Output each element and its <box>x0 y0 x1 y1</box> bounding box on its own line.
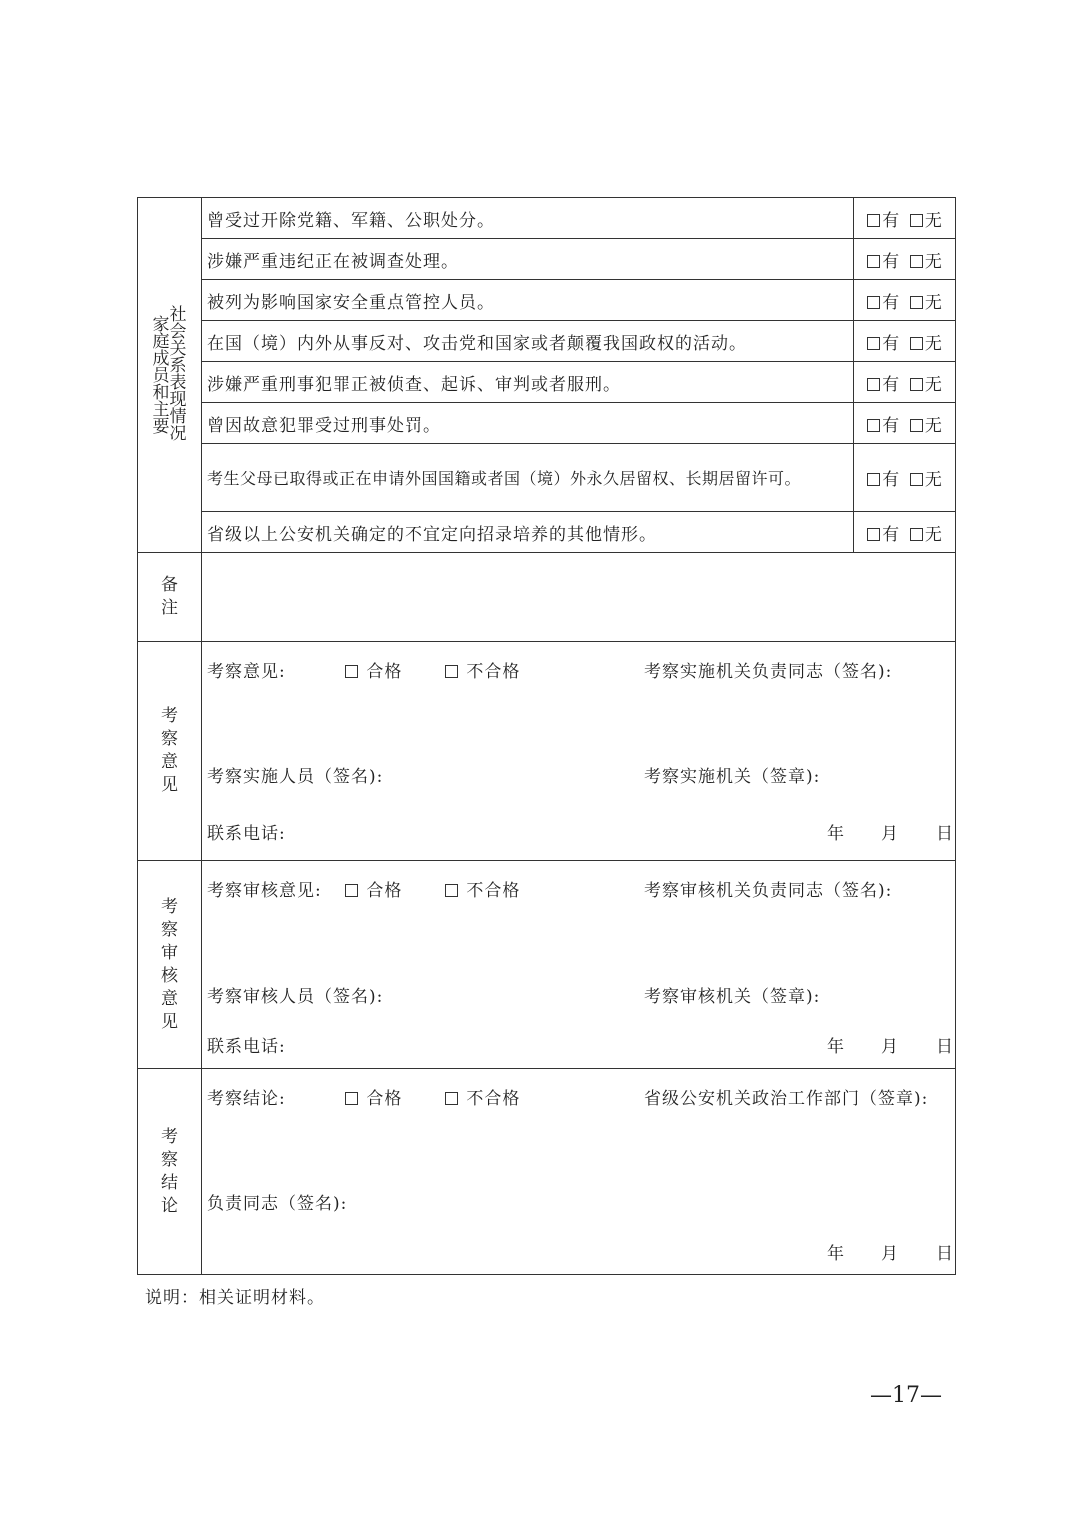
yes-no-choice: 有 无 <box>854 198 956 239</box>
yes-no-choice: 有 无 <box>854 280 956 321</box>
condition-text: 被列为影响国家安全重点管控人员。 <box>202 280 854 321</box>
condition-text: 省级以上公安机关确定的不宜定向招录培养的其他情形。 <box>202 512 854 553</box>
no-checkbox[interactable] <box>910 378 923 391</box>
date-year: 年 <box>827 1037 845 1057</box>
fail-option[interactable]: 不合格 <box>445 876 520 901</box>
opinion-label: 考察意见: <box>207 662 286 682</box>
fail-option[interactable]: 不合格 <box>445 657 520 682</box>
inspection-opinion-field <box>202 642 956 861</box>
pass-option[interactable]: 合格 <box>345 657 402 682</box>
fail-checkbox[interactable] <box>445 1092 458 1105</box>
table-row <box>138 403 956 444</box>
family-section-label <box>138 198 202 553</box>
table-row <box>138 444 956 512</box>
pass-checkbox[interactable] <box>345 1092 358 1105</box>
yes-checkbox[interactable] <box>867 528 880 541</box>
condition-text: 涉嫌严重违纪正在被调查处理。 <box>202 239 854 280</box>
conclusion-label: 考 察 结 论 <box>138 1069 202 1275</box>
date-month: 月 <box>881 824 899 844</box>
footnote: 说明：相关证明材料。 <box>145 1288 325 1308</box>
yes-no-choice: 有 无 <box>854 321 956 362</box>
inspection-opinion-label: 考 察 意 见 <box>138 642 202 861</box>
no-checkbox[interactable] <box>910 255 923 268</box>
family-label-col1: 家 庭 成 员 和 主 要 <box>152 315 170 437</box>
table-row <box>138 321 956 362</box>
no-checkbox[interactable] <box>910 214 923 227</box>
condition-text: 考生父母已取得或正在申请外国国籍或者国（境）外永久居留权、长期居留许可。 <box>202 444 854 512</box>
org-seal-label: 考察实施机关（签章): <box>644 767 821 787</box>
review-opinion-label: 考 察 审 核 意 见 <box>138 861 202 1069</box>
yes-checkbox[interactable] <box>867 214 880 227</box>
remarks-row <box>138 553 956 642</box>
yes-no-choice: 有 无 <box>854 239 956 280</box>
review-opinion-text: 考察审核意见: <box>207 881 322 901</box>
conclusion-text: 考察结论: <box>207 1089 286 1109</box>
table-row <box>138 280 956 321</box>
leader-signature-label: 考察实施机关负责同志（签名): <box>644 662 893 682</box>
date-year: 年 <box>827 824 845 844</box>
yes-no-choice: 有 无 <box>854 362 956 403</box>
no-checkbox[interactable] <box>910 419 923 432</box>
yes-no-choice: 有 无 <box>854 444 956 512</box>
pass-option[interactable]: 合格 <box>345 876 402 901</box>
pass-option[interactable]: 合格 <box>345 1084 402 1109</box>
conclusion-row <box>138 1069 956 1275</box>
review-opinion-field <box>202 861 956 1069</box>
condition-text: 在国（境）内外从事反对、攻击党和国家或者颠覆我国政权的活动。 <box>202 321 854 362</box>
inspection-form-table <box>137 197 956 1275</box>
conclusion-field <box>202 1069 956 1275</box>
phone-label: 联系电话: <box>207 1037 286 1057</box>
date-day: 日 <box>936 824 954 844</box>
fail-checkbox[interactable] <box>445 665 458 678</box>
date-year: 年 <box>827 1244 845 1264</box>
date-month: 月 <box>881 1244 899 1264</box>
no-checkbox[interactable] <box>910 473 923 486</box>
page-number: —17— <box>870 1383 942 1408</box>
condition-text: 涉嫌严重刑事犯罪正被侦查、起诉、审判或者服刑。 <box>202 362 854 403</box>
table-row <box>138 239 956 280</box>
no-checkbox[interactable] <box>910 528 923 541</box>
yes-checkbox[interactable] <box>867 473 880 486</box>
table-row <box>138 512 956 553</box>
inspection-opinion-row <box>138 642 956 861</box>
review-opinion-row <box>138 861 956 1069</box>
fail-checkbox[interactable] <box>445 884 458 897</box>
leader-signature-label: 负责同志（签名): <box>207 1194 348 1214</box>
no-checkbox[interactable] <box>910 296 923 309</box>
yes-checkbox[interactable] <box>867 378 880 391</box>
staff-signature-label: 考察实施人员（签名): <box>207 767 384 787</box>
fail-option[interactable]: 不合格 <box>445 1084 520 1109</box>
date-month: 月 <box>881 1037 899 1057</box>
remarks-field[interactable] <box>202 553 956 642</box>
remarks-label: 备 注 <box>138 553 202 642</box>
org-seal-label: 考察审核机关（签章): <box>644 987 821 1007</box>
yes-checkbox[interactable] <box>867 255 880 268</box>
table-row <box>138 362 956 403</box>
pass-checkbox[interactable] <box>345 665 358 678</box>
condition-text: 曾因故意犯罪受过刑事处罚。 <box>202 403 854 444</box>
yes-checkbox[interactable] <box>867 296 880 309</box>
table-row <box>138 198 956 239</box>
yes-no-choice: 有 无 <box>854 403 956 444</box>
leader-signature-label: 考察审核机关负责同志（签名): <box>644 881 893 901</box>
phone-label: 联系电话: <box>207 824 286 844</box>
yes-no-choice: 有 无 <box>854 512 956 553</box>
date-day: 日 <box>936 1244 954 1264</box>
condition-text: 曾受过开除党籍、军籍、公职处分。 <box>202 198 854 239</box>
no-checkbox[interactable] <box>910 337 923 350</box>
staff-signature-label: 考察审核人员（签名): <box>207 987 384 1007</box>
yes-checkbox[interactable] <box>867 337 880 350</box>
family-label-col2: 社 会 关 系 表 现 情 况 <box>169 305 187 444</box>
date-day: 日 <box>936 1037 954 1057</box>
dept-seal-label: 省级公安机关政治工作部门（签章): <box>644 1089 929 1109</box>
pass-checkbox[interactable] <box>345 884 358 897</box>
yes-checkbox[interactable] <box>867 419 880 432</box>
